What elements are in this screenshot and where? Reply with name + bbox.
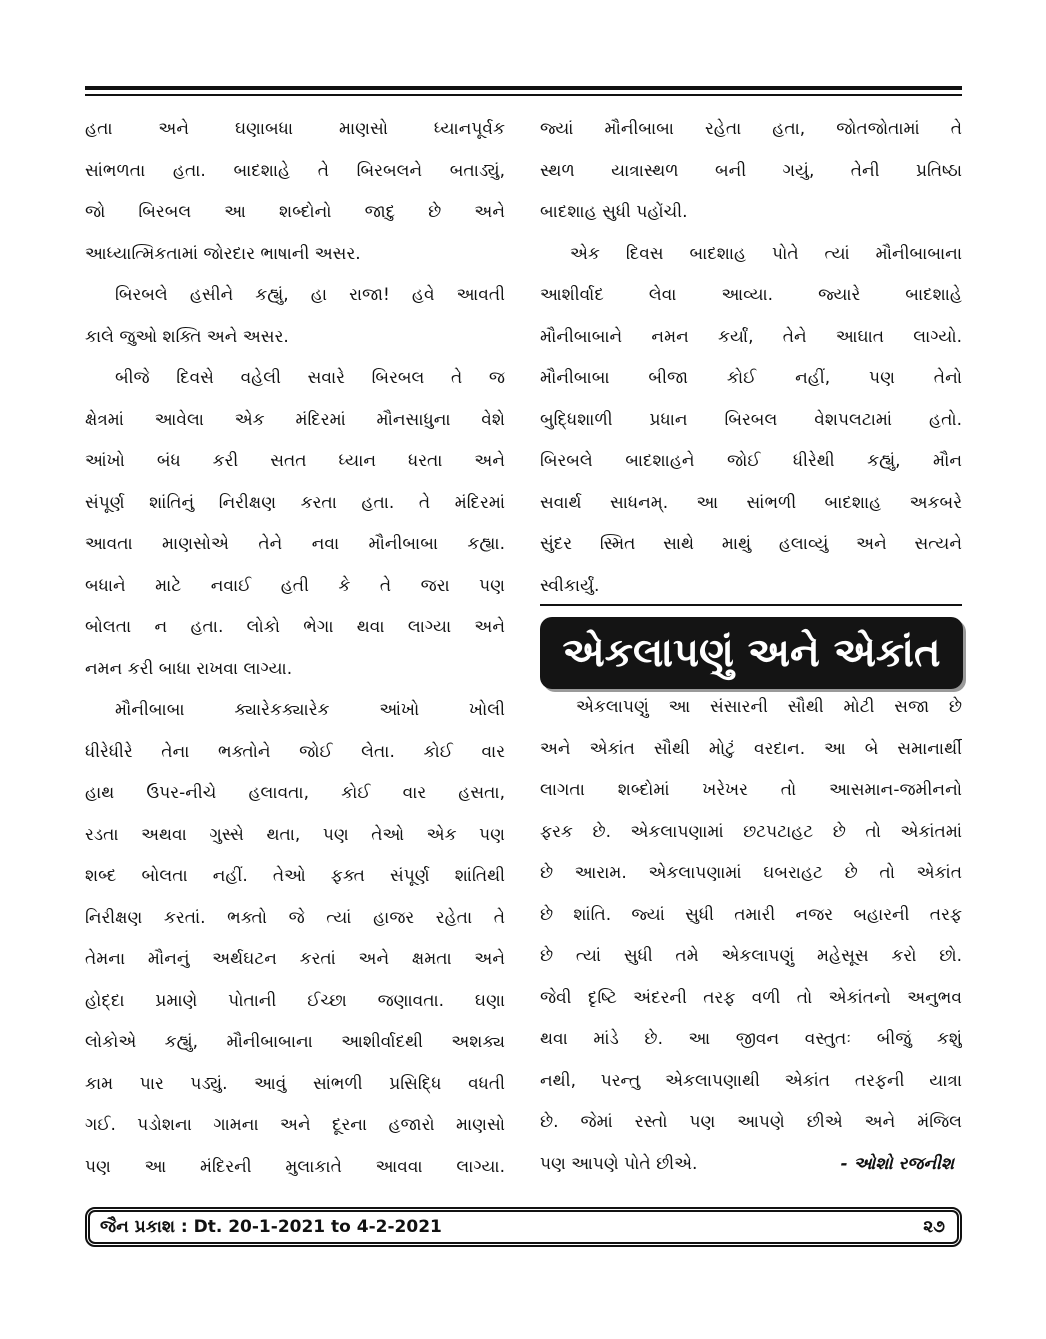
- text-line: આંખો બંધ કરી સતત ધ્યાન ધરતા અને: [85, 451, 505, 471]
- text-line: જ્યાં મૌનીબાબા રહેતા હતા, જોતજોતામાં તે: [540, 119, 962, 139]
- text-line: બીજે દિવસે વહેલી સવારે બિરબલ તે જ: [115, 368, 505, 388]
- text-line: બિરબલે હસીને કહ્યું, હા રાજા! હવે આવતી: [115, 285, 505, 305]
- text-line: બિરબલે બાદશાહને જોઈ ધીરેથી કહ્યું, મૌન: [540, 451, 962, 471]
- text-line: મૌનીબાબા બીજા કોઈ નહીં, પણ તેનો: [540, 368, 962, 388]
- section-divider: [540, 604, 962, 606]
- text-line: સવાર્થ સાધનમ્. આ સાંભળી બાદશાહ અકબરે: [540, 492, 962, 513]
- header-rule: [85, 86, 962, 96]
- text-line: મૌનીબાબાને નમન કર્યાં, તેને આઘાત લાગ્યો.: [540, 326, 962, 347]
- text-line: કામ પાર પડ્યું. આવું સાંભળી પ્રસિદ્ધિ વધતી: [85, 1073, 505, 1094]
- text-line: લોકોએ કહ્યું, મૌનીબાબાના આશીર્વાદથી અશક્ય: [85, 1032, 505, 1052]
- text-line: મૌનીબાબા ક્યારેકક્યારેક આંખો ખોલી: [115, 700, 505, 720]
- text-line: આશીર્વાદ લેવા આવ્યા. જ્યારે બાદશાહે: [540, 285, 962, 305]
- text-line: એક દિવસ બાદશાહ પોતે ત્યાં મૌનીબાબાના: [570, 243, 962, 264]
- text-line: બોલતા ન હતા. લોકો ભેગા થવા લાગ્યા અને: [85, 617, 505, 637]
- text-line: નિરીક્ષણ કરતાં. ભક્તો જે ત્યાં હાજર રહેતા તે: [85, 907, 505, 928]
- text-line: છે. જેમાં રસ્તો પણ આપણે છીએ અને મંજિલ: [540, 1112, 962, 1132]
- text-line: સંપૂર્ણ શાંતિનું નિરીક્ષણ કરતા હતા. તે મંદિરમાં: [85, 492, 505, 513]
- publication-info: જૈન પ્રકાશ : Dt. 20-1-2021 to 4-2-2021: [100, 1217, 442, 1237]
- text-line: પણ આપણે પોતે છીએ.: [540, 1153, 698, 1174]
- text-line: કાલે જુઓ શક્તિ અને અસર.: [85, 326, 289, 347]
- text-line: છે આરામ. એકલાપણામાં ઘબરાહટ છે તો એકાંત: [540, 863, 962, 883]
- text-line: શબ્દ બોલતા નહીં. તેઓ ફક્ત સંપૂર્ણ શાંતિથી: [85, 866, 505, 886]
- text-line: આવતા માણસોએ તેને નવા મૌનીબાબા કહ્યા.: [85, 534, 505, 554]
- text-line: આધ્યાત્મિકતામાં જોરદાર ભાષાની અસર.: [85, 243, 361, 264]
- text-line: પણ આ મંદિરની મુલાકાતે આવવા લાગ્યા.: [85, 1156, 505, 1177]
- text-line: ફરક છે. એકલાપણામાં છટપટાહટ છે તો એકાંતમાં: [540, 821, 962, 842]
- text-line: સાંભળતા હતા. બાદશાહે તે બિરબલને બતાડ્યું,: [85, 160, 505, 181]
- text-line: અને એકાંત સૌથી મોટું વરદાન. આ બે સમાનાર્થી: [540, 738, 962, 759]
- text-line: ક્ષેત્રમાં આવેલા એક મંદિરમાં મૌનસાધુના વેશે: [85, 409, 505, 430]
- text-line: સ્થળ યાત્રાસ્થળ બની ગયું, તેની પ્રતિષ્ઠા: [540, 160, 962, 181]
- right-column: [540, 109, 962, 607]
- text-line: બુદ્ધિશાળી પ્રધાન બિરબલ વેશપલટામાં હતો.: [540, 409, 962, 430]
- text-line: જેવી દૃષ્ટિ અંદરની તરફ વળી તો એકાંતનો અનુભવ: [540, 987, 962, 1008]
- page-number: ૨૭: [923, 1217, 945, 1237]
- text-line: હાથ ઉપર-નીચે હલાવતા, કોઈ વાર હસતા,: [85, 783, 505, 803]
- article-author: - ઓશો રજનીશ: [840, 1153, 954, 1174]
- article-heading: એકલાપણું અને એકાંત: [540, 617, 963, 689]
- footer-bar: [85, 1207, 962, 1247]
- text-line: છે ત્યાં સુધી તમે એકલાપણું મહેસૂસ કરો છો.: [540, 946, 962, 966]
- article-body: [540, 687, 962, 1185]
- text-line: નમન કરી બાધા રાખવા લાગ્યા.: [85, 658, 293, 679]
- text-line: સુંદર સ્મિત સાથે માથું હલાવ્યું અને સત્યને: [540, 534, 962, 554]
- left-column: [85, 109, 505, 1188]
- text-line: લાગતા શબ્દોમાં ખરેખર તો આસમાન-જમીનનો: [540, 780, 962, 800]
- text-line: થવા માંડે છે. આ જીવન વસ્તુતઃ બીજું કશું: [540, 1029, 962, 1049]
- text-line: ધીરેધીરે તેના ભક્તોને જોઈ લેતા. કોઈ વાર: [85, 741, 505, 762]
- text-line: નથી, પરન્તુ એકલાપણાથી એકાંત તરફની યાત્રા: [540, 1070, 962, 1091]
- text-line: એકલાપણું આ સંસારની સૌથી મોટી સજા છે: [576, 697, 962, 717]
- text-line: ગઈ. પડોશના ગામના અને દૂરના હજારો માણસો: [85, 1115, 505, 1135]
- text-line: બાદશાહ સુધી પહોંચી.: [540, 202, 688, 222]
- text-line: જો બિરબલ આ શબ્દોનો જાદુ છે અને: [85, 202, 505, 222]
- text-line: હતા અને ઘણાબધા માણસો ધ્યાનપૂર્વક: [85, 119, 505, 139]
- text-line: તેમના મૌનનું અર્થઘટન કરતાં અને ક્ષમતા અને: [85, 949, 505, 969]
- text-line: છે શાંતિ. જ્યાં સુધી તમારી નજર બહારની તરફ: [540, 904, 962, 925]
- text-line: હોદ્દા પ્રમાણે પોતાની ઈચ્છા જણાવતા. ઘણા: [85, 990, 505, 1011]
- text-line: બધાને માટે નવાઈ હતી કે તે જરા પણ: [85, 575, 505, 596]
- signature-line: [540, 1144, 962, 1186]
- text-line: સ્વીકાર્યું.: [540, 575, 600, 596]
- text-line: રડતા અથવા ગુસ્સે થતા, પણ તેઓ એક પણ: [85, 824, 505, 845]
